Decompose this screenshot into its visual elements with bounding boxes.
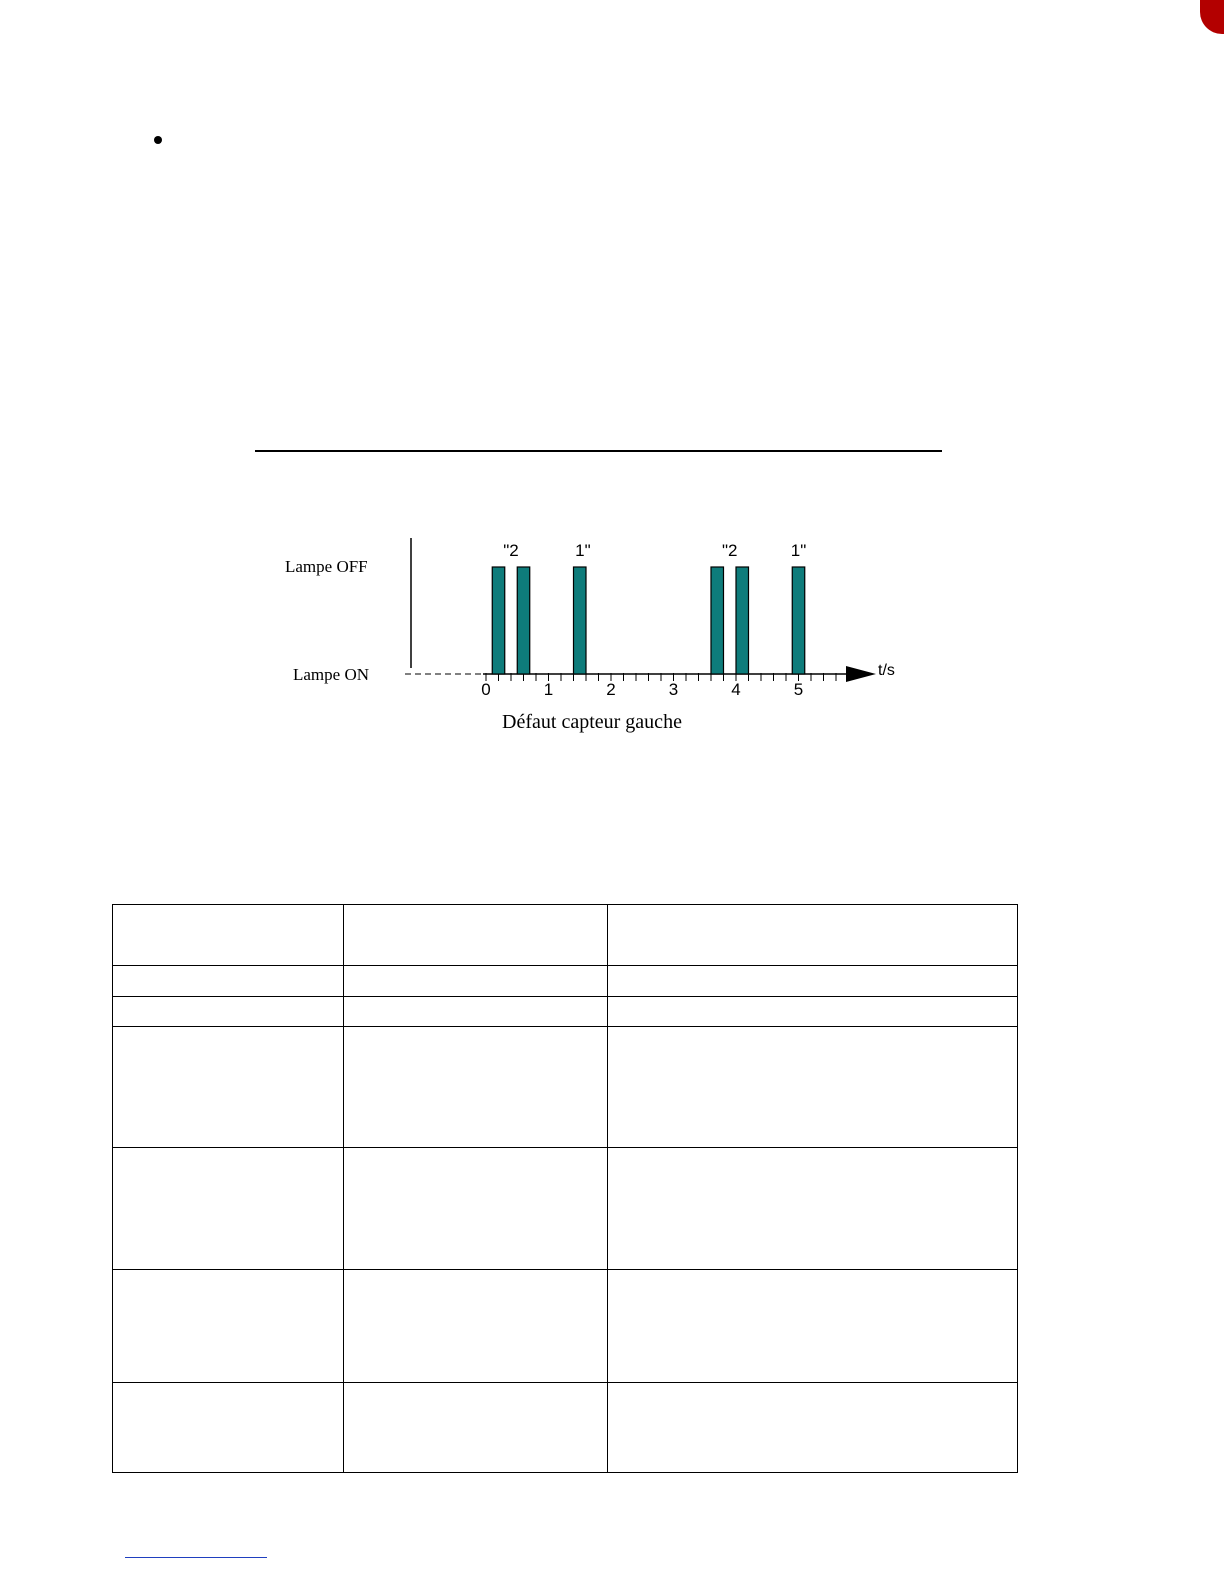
table-cell: [113, 1148, 344, 1270]
table-row: [113, 1148, 1018, 1270]
table-cell: [608, 1027, 1018, 1148]
table-cell: [113, 966, 344, 997]
table-cell: [113, 1270, 344, 1383]
table-cell: [344, 1148, 608, 1270]
tick-labels: [481, 680, 803, 699]
table-cell: [608, 997, 1018, 1027]
table-cell: [608, 1148, 1018, 1270]
x-axis-unit: t/s: [878, 662, 895, 679]
tick-label: 2: [606, 680, 616, 699]
table-cell: [608, 905, 1018, 966]
table-row: [113, 1383, 1018, 1473]
table-cell: [344, 905, 608, 966]
pulse-label: "2: [503, 541, 519, 560]
tick-label: 0: [481, 680, 491, 699]
footnote-separator: [125, 1557, 267, 1558]
tick-label: 5: [793, 680, 804, 699]
table-row: [113, 905, 1018, 966]
pulse-bar: [711, 567, 724, 674]
table-cell: [113, 1027, 344, 1148]
pulse-bar: [792, 567, 805, 674]
pulse-label: 1": [790, 541, 807, 560]
corner-mark: [1200, 0, 1224, 34]
table-cell: [608, 1270, 1018, 1383]
table-cell: [608, 1383, 1018, 1473]
pulses: [492, 567, 805, 674]
pulse-label: 1": [575, 541, 591, 560]
table-cell: [113, 1383, 344, 1473]
table-cell: [344, 1270, 608, 1383]
tick-label: 4: [731, 680, 741, 699]
y-label-on: Lampe ON: [293, 665, 370, 684]
y-label-off: Lampe OFF: [285, 557, 368, 576]
table-row: [113, 1270, 1018, 1383]
table-row: [113, 997, 1018, 1027]
tick-label: 1: [543, 680, 554, 699]
diagram-caption: Défaut capteur gauche: [502, 711, 682, 733]
pulse-label: "2: [722, 541, 738, 560]
pulse-bar: [736, 567, 749, 674]
x-axis-arrow-icon: [846, 666, 876, 682]
table-row: [113, 966, 1018, 997]
table-cell: [113, 997, 344, 1027]
table-cell: [344, 1383, 608, 1473]
table-cell: [608, 966, 1018, 997]
table-cell: [344, 997, 608, 1027]
table-cell: [113, 905, 344, 966]
heading-underline: [255, 450, 942, 452]
pulse-labels: [503, 541, 806, 560]
tick-label: 3: [668, 680, 679, 699]
pulse-bar: [574, 567, 587, 674]
table-row: [113, 1027, 1018, 1148]
table-cell: [344, 966, 608, 997]
table-cell: [344, 1027, 608, 1148]
pulse-bar: [492, 567, 505, 674]
pulse-bar: [517, 567, 530, 674]
bullet-point: [154, 136, 162, 144]
data-table: [112, 904, 1018, 1473]
lamp-signal-diagram: [280, 530, 920, 740]
